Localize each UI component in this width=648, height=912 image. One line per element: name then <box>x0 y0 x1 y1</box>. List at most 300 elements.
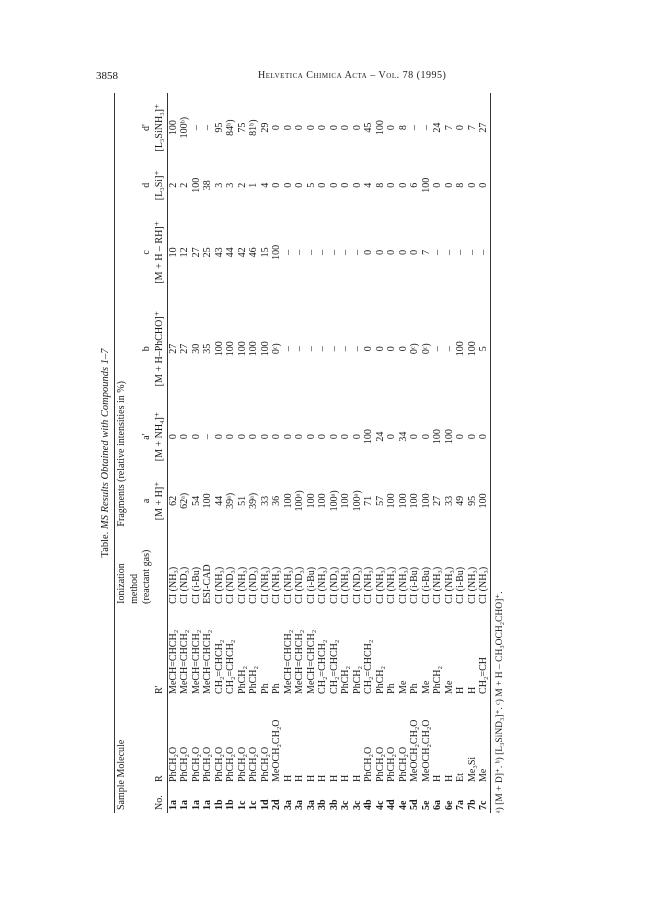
cell-c: – <box>305 249 317 255</box>
cell-b: 100 <box>259 341 271 357</box>
cell-r: PhCH₂O <box>213 746 225 782</box>
cell-d-prime: 7 <box>443 125 455 131</box>
cell-d-prime: 0 <box>340 125 351 131</box>
cell-no: 4b <box>363 799 374 810</box>
cell-a: 49 <box>455 495 466 506</box>
cell-r: PhCH₂O <box>236 746 248 782</box>
cell-b: 100 <box>466 341 478 357</box>
cell-d: 8 <box>455 182 466 188</box>
cell-d-prime: 0 <box>282 125 294 131</box>
cell-b: 0ᶜ) <box>409 343 420 355</box>
cell-r-prime: PhCH₂ <box>374 666 386 694</box>
cell-a-prime: 0 <box>466 434 478 440</box>
cell-a: 100 <box>340 493 351 509</box>
table-row <box>410 93 422 813</box>
cell-method: CI (NH₃) <box>386 566 397 604</box>
cell-d: 0 <box>351 182 363 188</box>
cell-d: 0 <box>328 182 340 188</box>
cell-no: 3a <box>294 800 305 810</box>
cell-a: 100 <box>317 493 328 509</box>
cell-d-prime: – <box>409 125 420 131</box>
cell-b: 0ᶜ) <box>420 343 432 355</box>
cell-r: PhCH₂O <box>190 746 202 782</box>
cell-d-prime: 27 <box>479 93 491 162</box>
header-r-prime: R' <box>154 607 168 697</box>
table-row <box>306 93 318 813</box>
cell-d: 0 <box>282 182 294 188</box>
cell-no: 7a <box>455 800 466 810</box>
cell-a-prime: 0 <box>190 434 202 440</box>
header-row-3 <box>141 93 154 813</box>
cell-r-prime: PhCH₂ <box>432 666 443 694</box>
cell-r: PhCH₂O <box>179 746 190 782</box>
cell-c: 25 <box>202 247 213 258</box>
cell-d-prime: 45 <box>363 122 374 133</box>
cell-r: H <box>305 774 317 782</box>
cell-b: 100 <box>248 341 259 357</box>
cell-d-prime: 24 <box>432 122 443 133</box>
ms-results-table <box>114 93 491 813</box>
cell-d: 38 <box>202 180 213 191</box>
table-row <box>168 93 180 813</box>
cell-d: 0 <box>397 182 409 188</box>
cell-r: H <box>351 774 363 782</box>
cell-c: 42 <box>236 247 248 258</box>
cell-c: 100 <box>271 244 282 260</box>
cell-a: 100 <box>479 472 491 529</box>
header-letter-c: c <box>141 250 152 255</box>
cell-d: 0 <box>432 182 443 188</box>
header-letter-d: d <box>141 182 152 188</box>
cell-d-prime: 8 <box>397 125 409 131</box>
cell-no: 1a <box>179 800 190 810</box>
cell-c: 46 <box>248 247 259 258</box>
cell-d-prime: 100 <box>167 120 179 136</box>
cell-r: H <box>282 774 294 782</box>
cell-b: 0 <box>397 346 409 352</box>
cell-a-prime: 34 <box>397 431 409 442</box>
cell-a-prime: 100 <box>443 429 455 445</box>
cell-a-prime: 0 <box>340 434 351 440</box>
header-letter-a: a <box>141 498 152 504</box>
cell-r-prime: MeCH=CHCH₂ <box>294 629 305 694</box>
cell-c: – <box>466 249 478 255</box>
cell-a-prime: 0 <box>179 434 190 440</box>
cell-a-prime: 0 <box>167 434 179 440</box>
cell-b: 0ᶜ) <box>271 343 282 355</box>
cell-a-prime: 100 <box>363 429 374 445</box>
cell-a: 100 <box>409 493 420 509</box>
table-row <box>479 93 491 813</box>
header-row-1 <box>115 93 129 813</box>
cell-r: H <box>432 774 443 782</box>
cell-method: CI (ND₃) <box>294 566 305 604</box>
cell-d-prime: 29 <box>259 122 271 133</box>
table-row <box>180 93 192 813</box>
cell-a: 100 <box>282 493 294 509</box>
cell-r-prime: MeCH=CHCH₂ <box>179 629 190 694</box>
cell-r: MeOCH₂CH₂O <box>420 719 432 782</box>
cell-c: – <box>351 249 363 255</box>
cell-method: ESI-CAD <box>202 564 213 604</box>
cell-a-prime: 0 <box>386 434 397 440</box>
cell-r-prime: PhCH₂ <box>340 666 351 694</box>
header-row-4 <box>154 93 168 813</box>
cell-c: – <box>340 249 351 255</box>
cell-d-prime: 75 <box>236 122 248 133</box>
cell-a-prime: 0 <box>282 434 294 440</box>
cell-b: 35 <box>202 343 213 354</box>
cell-no: 4c <box>374 800 386 810</box>
header-ion-a: [M + H]⁺ <box>154 472 168 529</box>
cell-r-prime: PhCH₂ <box>248 666 259 694</box>
cell-a: 62ᵃ) <box>179 492 190 509</box>
cell-method: CI (ND₃) <box>351 566 363 604</box>
header-ionization: Ionization <box>115 530 129 607</box>
cell-r: PhCH₂O <box>225 746 236 782</box>
cell-r-prime: H <box>455 686 466 694</box>
cell-r-prime: PhCH₂ <box>351 666 363 694</box>
table-row <box>433 93 445 813</box>
cell-a: 54 <box>190 495 202 506</box>
cell-r-prime: Ph <box>409 683 420 694</box>
cell-no: 3c <box>340 800 351 810</box>
cell-b: – <box>432 346 443 352</box>
cell-a-prime: 0 <box>225 434 236 440</box>
cell-a: 33 <box>259 495 271 506</box>
cell-r-prime: CH₂=CHCH₂ <box>363 639 374 694</box>
rotated-table <box>100 93 562 813</box>
header-letter-a-prime: a' <box>141 433 152 440</box>
cell-d: 0 <box>294 182 305 188</box>
cell-r-prime: CH₂=CHCH₂ <box>328 639 340 694</box>
table-row <box>364 93 376 813</box>
cell-method: CI (NH₃) <box>236 566 248 604</box>
cell-r: PhCH₂O <box>167 746 179 782</box>
cell-no: 3a <box>305 800 317 810</box>
cell-no: 2d <box>271 799 282 810</box>
table-row <box>375 93 387 813</box>
cell-method: CI (NH₃) <box>466 566 478 604</box>
cell-no: 5e <box>420 800 432 810</box>
cell-a-prime: 0 <box>213 434 225 440</box>
cell-r-prime: CH₂=CH <box>479 607 491 697</box>
cell-b: 5 <box>479 296 491 401</box>
cell-c: 44 <box>225 247 236 258</box>
cell-no: 4e <box>397 800 409 810</box>
cell-c: 0 <box>374 249 386 255</box>
cell-b: 100 <box>213 341 225 357</box>
table-footnote: ᵃ) [M + D]⁺. ᵇ) [L₃SiND₃]⁺. ᶜ) M + H – CH₃OCH₂CHO]⁺. <box>495 591 505 813</box>
cell-c: 0 <box>386 249 397 255</box>
cell-c: – <box>317 249 328 255</box>
cell-d: 0 <box>466 182 478 188</box>
table-caption <box>100 93 111 813</box>
cell-a: 100 <box>420 493 432 509</box>
cell-r-prime: MeCH=CHCH₂ <box>282 629 294 694</box>
table-row <box>352 93 364 813</box>
table-row <box>191 93 203 813</box>
header-ion-d: [L₃Si]⁺ <box>154 162 168 208</box>
cell-method: CI (NH₃) <box>340 566 351 604</box>
cell-a-prime: 0 <box>479 401 491 472</box>
cell-r-prime: H <box>466 686 478 694</box>
cell-c: 43 <box>213 247 225 258</box>
cell-d: 0 <box>479 162 491 208</box>
cell-method: CI (NH₃) <box>432 566 443 604</box>
cell-no: 1b <box>213 799 225 810</box>
cell-r: PhCH₂O <box>397 746 409 782</box>
cell-r-prime: Me <box>397 680 409 694</box>
cell-method: CI (NH₃) <box>282 566 294 604</box>
cell-c: – <box>479 208 491 296</box>
cell-method: CI (NH₃) <box>259 566 271 604</box>
cell-b: 0 <box>386 346 397 352</box>
header-no: No. <box>154 785 168 813</box>
cell-b: – <box>328 346 340 352</box>
cell-b: 100 <box>225 341 236 357</box>
cell-d: 100 <box>420 177 432 193</box>
cell-method: CI (NH₃) <box>167 566 179 604</box>
cell-d: 6 <box>409 182 420 188</box>
cell-d-prime: 81ᵇ) <box>248 119 259 136</box>
cell-r: MeOCH₂CH₂O <box>409 719 420 782</box>
table-row <box>467 93 479 813</box>
cell-a-prime: 100 <box>432 429 443 445</box>
table-row <box>387 93 399 813</box>
cell-r: PhCH₂O <box>259 746 271 782</box>
header-ion-d-prime: [L₃SiNH₃]⁺ <box>154 93 168 162</box>
cell-d: 2 <box>236 182 248 188</box>
cell-method: CI (i-Bu) <box>455 566 466 604</box>
cell-a: 100ᵃ) <box>351 490 363 512</box>
caption-title: MS Results Obtained with Compounds 1–7 <box>100 348 111 530</box>
header-row-2 <box>129 93 142 813</box>
cell-a-prime: 0 <box>328 434 340 440</box>
cell-d-prime: 0 <box>271 125 282 131</box>
cell-a: 100ᵃ) <box>294 490 305 512</box>
cell-no: 4d <box>386 799 397 810</box>
cell-r-prime: Ph <box>259 683 271 694</box>
cell-d-prime: 0 <box>294 125 305 131</box>
cell-r-prime: Ph <box>271 683 282 694</box>
cell-no: 6e <box>443 800 455 810</box>
cell-r-prime: Ph <box>386 683 397 694</box>
cell-c: – <box>282 249 294 255</box>
cell-a: 100 <box>397 493 409 509</box>
cell-a-prime: 0 <box>271 434 282 440</box>
cell-a: 33 <box>443 495 455 506</box>
cell-r: PhCH₂O <box>363 746 374 782</box>
cell-d-prime: – <box>202 125 213 131</box>
cell-b: 100 <box>236 341 248 357</box>
cell-method: CI (NH₃) <box>374 566 386 604</box>
table-row <box>444 93 456 813</box>
running-title: Helvetica Chimica Acta – Vol. 78 (1995) <box>258 70 447 81</box>
cell-a: 36 <box>271 495 282 506</box>
cell-no: 1d <box>259 799 271 810</box>
cell-d-prime: 0 <box>317 125 328 131</box>
cell-r: PhCH₂O <box>202 746 213 782</box>
header-sample-molecule: Sample Molecule <box>115 607 129 813</box>
cell-c: 15 <box>259 247 271 258</box>
cell-no: 6a <box>432 800 443 810</box>
cell-no: 7c <box>479 785 491 813</box>
cell-a: 44 <box>213 495 225 506</box>
cell-r: Me <box>479 697 491 785</box>
cell-a-prime: – <box>202 434 213 440</box>
cell-d: 0 <box>317 182 328 188</box>
cell-a: 95 <box>466 495 478 506</box>
table-row <box>214 93 226 813</box>
cell-b: – <box>294 346 305 352</box>
cell-r: H <box>340 774 351 782</box>
cell-no: 1b <box>225 799 236 810</box>
cell-method: CI (i-Bu) <box>305 566 317 604</box>
cell-a: 39ᵃ) <box>248 492 259 509</box>
cell-method: CI (NH₃) <box>443 566 455 604</box>
cell-method: CI (ND₃) <box>248 566 259 604</box>
cell-d-prime: 95 <box>213 122 225 133</box>
cell-a-prime: 0 <box>351 434 363 440</box>
cell-r-prime: PhCH₂ <box>236 666 248 694</box>
cell-r-prime: MeCH=CHCH₂ <box>190 629 202 694</box>
cell-a-prime: 0 <box>236 434 248 440</box>
cell-b: – <box>282 346 294 352</box>
cell-c: – <box>432 249 443 255</box>
cell-a-prime: 0 <box>317 434 328 440</box>
cell-method: CI (NH₃) <box>317 566 328 604</box>
cell-a-prime: 0 <box>259 434 271 440</box>
cell-d-prime: 100 <box>374 120 386 136</box>
cell-method: CI (ND₃) <box>225 566 236 604</box>
cell-method: CI (NH₃) <box>213 566 225 604</box>
cell-a-prime: 0 <box>305 434 317 440</box>
cell-c: – <box>328 249 340 255</box>
cell-c: – <box>455 249 466 255</box>
cell-d-prime: 0 <box>305 125 317 131</box>
cell-b: – <box>351 346 363 352</box>
cell-c: – <box>443 249 455 255</box>
cell-b: 0 <box>363 346 374 352</box>
cell-r: PhCH₂O <box>386 746 397 782</box>
cell-r: MeOCH₂CH₂O <box>271 719 282 782</box>
cell-a-prime: 0 <box>294 434 305 440</box>
cell-c: 27 <box>190 247 202 258</box>
table-row <box>203 93 215 813</box>
cell-method: CI (ND₃) <box>328 566 340 604</box>
cell-d: 0 <box>271 182 282 188</box>
cell-r-prime: MeCH=CHCH₂ <box>202 629 213 694</box>
cell-b: – <box>443 346 455 352</box>
cell-c: 0 <box>363 249 374 255</box>
header-ion-b: [M + H–PhCHO]⁺ <box>154 296 168 401</box>
cell-d: 2 <box>179 182 190 188</box>
header-ion-c: [M + H – RH]⁺ <box>154 208 168 296</box>
cell-no: 3b <box>328 799 340 810</box>
table-row <box>272 93 284 813</box>
cell-a: 39ᵃ) <box>225 492 236 509</box>
cell-r: H <box>328 774 340 782</box>
cell-d: 5 <box>305 182 317 188</box>
cell-a: 51 <box>236 495 248 506</box>
cell-d-prime: – <box>190 125 202 131</box>
cell-b: – <box>317 346 328 352</box>
cell-d: 1 <box>248 182 259 188</box>
header-reactant-gas: (reactant gas) <box>141 549 152 604</box>
cell-no: 7b <box>466 799 478 810</box>
cell-method: CI (i-Bu) <box>409 566 420 604</box>
cell-c: 10 <box>167 247 179 258</box>
cell-c: – <box>294 249 305 255</box>
cell-a: 71 <box>363 495 374 506</box>
cell-r: PhCH₂O <box>248 746 259 782</box>
cell-d: 0 <box>340 182 351 188</box>
cell-d-prime: 0 <box>328 125 340 131</box>
table-row <box>226 93 238 813</box>
header-r: R <box>154 697 168 785</box>
cell-r-prime: MeCH=CHCH₂ <box>305 629 317 694</box>
table-row <box>260 93 272 813</box>
cell-d: 0 <box>386 182 397 188</box>
cell-r: PhCH₂O <box>374 746 386 782</box>
cell-b: – <box>340 346 351 352</box>
cell-d: 8 <box>374 182 386 188</box>
cell-no: 1a <box>167 800 179 810</box>
cell-d-prime: 0 <box>351 125 363 131</box>
cell-d-prime: 0 <box>455 125 466 131</box>
cell-d: 0 <box>443 182 455 188</box>
table-row <box>329 93 341 813</box>
cell-b: 100 <box>455 341 466 357</box>
table-row <box>283 93 295 813</box>
cell-method: CI (ND₃) <box>179 566 190 604</box>
cell-d: 4 <box>259 182 271 188</box>
cell-a: 100 <box>386 493 397 509</box>
table-row <box>456 93 468 813</box>
page-number: 3858 <box>96 70 118 82</box>
cell-method: CI (NH₃) <box>479 530 491 607</box>
table-row <box>341 93 353 813</box>
cell-r-prime: CH₂=CHCH₂ <box>213 639 225 694</box>
header-ion-a-prime: [M + NH₄]⁺ <box>154 401 168 472</box>
cell-method: CI (i-Bu) <box>190 566 202 604</box>
cell-a-prime: 0 <box>455 434 466 440</box>
cell-d: 3 <box>213 182 225 188</box>
cell-r: H <box>294 774 305 782</box>
cell-r-prime: Me <box>420 680 432 694</box>
cell-a: 27 <box>432 495 443 506</box>
cell-method: CI (NH₃) <box>271 566 282 604</box>
cell-d-prime: 100ᵇ) <box>179 116 190 139</box>
cell-a-prime: 0 <box>420 434 432 440</box>
header-letter-d-prime: d' <box>141 124 152 132</box>
cell-r: H <box>443 774 455 782</box>
table-row <box>398 93 410 813</box>
cell-d: 2 <box>167 182 179 188</box>
cell-r-prime: MeCH=CHCH₂ <box>167 629 179 694</box>
cell-no: 3c <box>351 800 363 810</box>
table-row <box>318 93 330 813</box>
caption-prefix: Table. <box>100 531 111 558</box>
cell-r-prime: Me <box>443 680 455 694</box>
header-letter-b: b <box>141 346 152 352</box>
cell-r-prime: CH₂=CHCH₂ <box>317 639 328 694</box>
cell-no: 1a <box>202 800 213 810</box>
cell-r: Me₃Si <box>466 756 478 782</box>
cell-d: 4 <box>363 182 374 188</box>
table-row <box>295 93 307 813</box>
